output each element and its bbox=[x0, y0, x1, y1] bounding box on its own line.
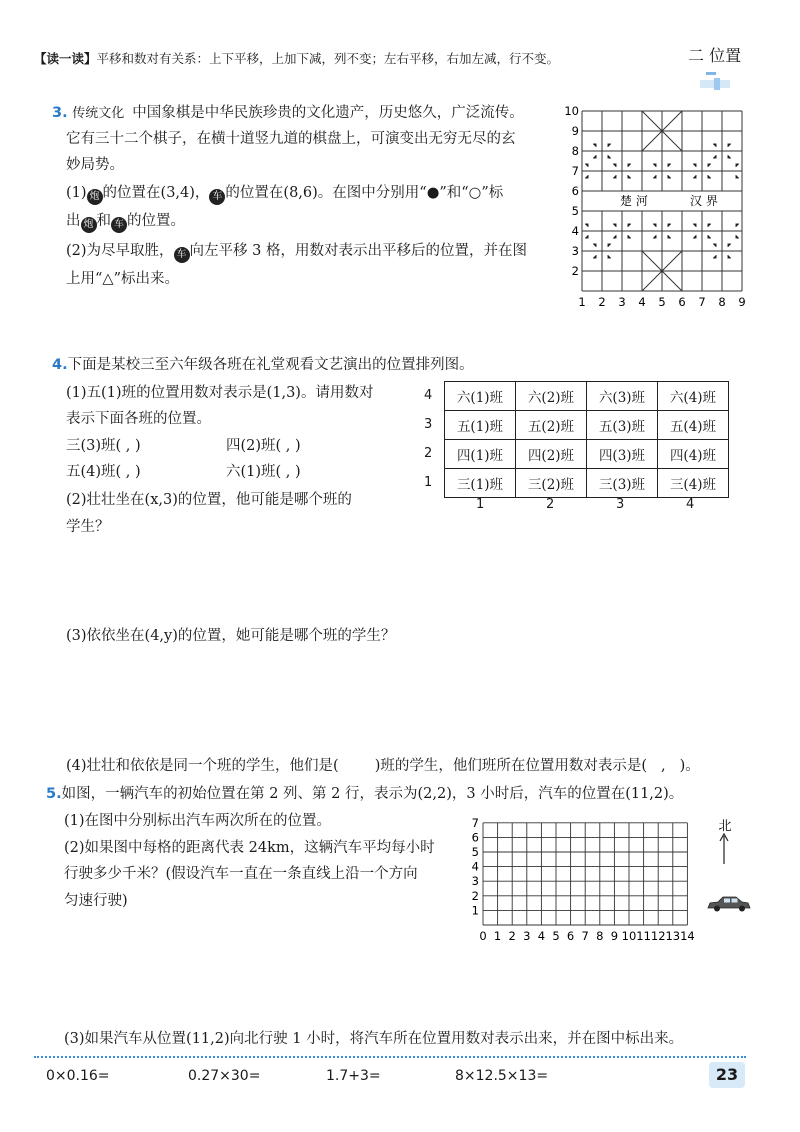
q3-number: 3. bbox=[52, 105, 68, 121]
x-tick: 10 bbox=[621, 929, 637, 943]
col-label: 4 bbox=[686, 497, 695, 512]
q3-intro-line-1 bbox=[52, 103, 524, 124]
x-tick: 6 bbox=[566, 929, 575, 943]
table-cell: 六(3)班 bbox=[587, 382, 658, 411]
q4-part2-line-2: 学生？ bbox=[66, 519, 110, 535]
x-tick: 4 bbox=[537, 929, 546, 943]
y-tick: 10 bbox=[564, 104, 579, 118]
table-cell: 三(3)班 bbox=[587, 469, 658, 498]
q4-number: 4. bbox=[52, 357, 68, 373]
grid-y-axis bbox=[472, 816, 479, 918]
y-tick: 7 bbox=[571, 164, 579, 178]
y-tick: 3 bbox=[471, 874, 479, 889]
x-tick: 6 bbox=[678, 295, 686, 309]
y-tick: 5 bbox=[471, 845, 479, 859]
page-number: 23 bbox=[709, 1062, 745, 1088]
x-tick: 7 bbox=[581, 929, 589, 943]
section-title: 二 位置 bbox=[688, 46, 742, 65]
x-tick: 8 bbox=[718, 295, 726, 309]
table-cell: 五(1)班 bbox=[445, 411, 516, 440]
table-cell: 五(4)班 bbox=[658, 411, 729, 440]
reading-tip-label: 【读一读】 bbox=[34, 51, 97, 66]
x-tick: 11 bbox=[636, 929, 651, 943]
q3-part1-text-d: 出 bbox=[66, 213, 81, 229]
x-tick: 5 bbox=[658, 295, 666, 309]
north-arrow-icon bbox=[720, 834, 728, 864]
q4-part1-line-1: (1)五(1)班的位置用数对表示是(1,3)。请用数对 bbox=[66, 385, 374, 401]
table-cell: 六(1)班 bbox=[445, 382, 516, 411]
q3-intro-3: 妙局势。 bbox=[66, 157, 124, 173]
q3-part2-line-2: 上用“△”标出来。 bbox=[66, 271, 179, 287]
north-label: 北 bbox=[718, 819, 732, 834]
q3-intro-1: 中国象棋是中华民族珍贵的文化遗产，历史悠久，广泛流传。 bbox=[132, 105, 524, 121]
col-label: 3 bbox=[616, 497, 625, 512]
table-cell: 四(1)班 bbox=[445, 440, 516, 469]
col-label: 1 bbox=[476, 497, 485, 512]
car-icon bbox=[708, 897, 750, 912]
q5-part1: (1)在图中分别标出汽车两次所在的位置。 bbox=[64, 813, 332, 829]
q3-part1-text-e: 和 bbox=[96, 213, 111, 229]
pao-piece-icon: 炮 bbox=[87, 189, 103, 205]
table-cell: 三(2)班 bbox=[516, 469, 587, 498]
board-y-axis bbox=[564, 104, 579, 278]
che-piece-icon: 车 bbox=[174, 247, 190, 263]
q4-part4-text-d: )。 bbox=[679, 758, 700, 774]
table-cell: 四(4)班 bbox=[658, 440, 729, 469]
q5-number: 5. bbox=[46, 786, 62, 802]
q4-part1-line-2: 表示下面各班的位置。 bbox=[66, 411, 211, 427]
arith-4: 8×12.5×13= bbox=[455, 1068, 549, 1084]
arith-2: 0.27×30= bbox=[188, 1068, 261, 1084]
q4-part4-text-b: )班的学生，他们班所在位置用数对表示是( bbox=[374, 758, 648, 774]
q4-title-line bbox=[52, 355, 474, 375]
reading-tip bbox=[34, 49, 559, 69]
row-label: 2 bbox=[424, 446, 433, 461]
q4-blank-4[interactable]: 六(1)班( , ) bbox=[226, 464, 301, 480]
y-tick: 5 bbox=[571, 204, 579, 218]
table-cell: 六(4)班 bbox=[658, 382, 729, 411]
row-label: 4 bbox=[424, 388, 433, 403]
y-tick: 9 bbox=[571, 124, 579, 138]
x-tick: 14 bbox=[680, 929, 695, 943]
q3-part2-line-1 bbox=[66, 241, 527, 263]
table-row bbox=[445, 440, 729, 469]
q5-part2-line-2: 行驶多少千米？(假设汽车一直在一条直线上沿一个方向 bbox=[64, 866, 418, 882]
che-piece-icon: 车 bbox=[111, 217, 127, 233]
y-tick: 7 bbox=[471, 815, 479, 830]
table-cell: 五(3)班 bbox=[587, 411, 658, 440]
table-row bbox=[445, 469, 729, 498]
arith-1: 0×0.16= bbox=[46, 1068, 110, 1084]
river-left-label: 楚 河 bbox=[620, 194, 648, 208]
x-tick: 13 bbox=[665, 929, 681, 943]
table-row bbox=[445, 411, 729, 440]
x-tick: 5 bbox=[552, 929, 560, 943]
table-row bbox=[445, 382, 729, 411]
river-right-label: 汉 界 bbox=[690, 194, 718, 208]
board-grid bbox=[582, 111, 742, 291]
row-label: 1 bbox=[424, 475, 433, 490]
grid-map[interactable] bbox=[466, 806, 766, 944]
q4-part4 bbox=[66, 756, 700, 776]
row-label: 3 bbox=[424, 417, 433, 432]
x-tick: 1 bbox=[493, 929, 502, 943]
q3-part2-text-b: 向左平移 3 格，用数对表示出平移后的位置，并在图 bbox=[189, 243, 527, 259]
q3-part1-text-c: 的位置在(8,6)。在图中分别用“●”和“○”标 bbox=[225, 185, 504, 201]
x-tick: 7 bbox=[698, 295, 706, 309]
q3-part2-text-a: (2)为尽早取胜， bbox=[66, 243, 174, 259]
y-tick: 8 bbox=[571, 144, 579, 158]
y-tick: 4 bbox=[471, 859, 479, 874]
q4-blank-3[interactable]: 五(4)班( , ) bbox=[66, 464, 141, 480]
y-tick: 6 bbox=[471, 830, 479, 845]
q5-title: 如图，一辆汽车的初始位置在第 2 列、第 2 行，表示为(2,2)，3 小时后，汽车的位置在(11,2)。 bbox=[61, 786, 684, 802]
x-tick: 3 bbox=[523, 929, 531, 943]
q4-part4-text-a: (4)壮壮和依依是同一个班的学生，他们是( bbox=[66, 758, 339, 774]
header-decoration bbox=[700, 68, 740, 94]
che-piece-icon: 车 bbox=[209, 189, 225, 205]
pao-piece-icon: 炮 bbox=[81, 217, 97, 233]
x-tick: 1 bbox=[578, 295, 586, 309]
q4-blank-1[interactable]: 三(3)班( , ) bbox=[66, 438, 141, 454]
y-tick: 3 bbox=[571, 244, 579, 258]
q3-part1-line-2 bbox=[66, 211, 185, 233]
q4-part4-comma: , bbox=[661, 758, 666, 774]
table-cell: 六(2)班 bbox=[516, 382, 587, 411]
x-tick: 4 bbox=[638, 295, 646, 309]
y-tick: 1 bbox=[471, 903, 479, 918]
q3-part1-prefix: (1) bbox=[66, 185, 87, 201]
col-label: 2 bbox=[546, 497, 555, 512]
x-tick: 8 bbox=[596, 929, 604, 943]
y-tick: 2 bbox=[471, 888, 479, 903]
grid-lines bbox=[483, 823, 687, 925]
x-tick: 12 bbox=[650, 929, 666, 943]
q4-part3: (3)依依坐在(4,y)的位置，她可能是哪个班的学生？ bbox=[66, 628, 396, 644]
footer-divider bbox=[34, 1056, 746, 1058]
x-tick: 9 bbox=[738, 295, 746, 309]
q4-title: 下面是某校三至六年级各班在礼堂观看文艺演出的位置排列图。 bbox=[67, 357, 474, 373]
q5-part3: (3)如果汽车从位置(11,2)向北行驶 1 小时，将汽车所在位置用数对表示出来，并在图中标出来。 bbox=[64, 1031, 684, 1047]
x-tick: 3 bbox=[618, 295, 626, 309]
table-cell: 五(2)班 bbox=[516, 411, 587, 440]
x-tick: 0 bbox=[479, 929, 487, 943]
table-cell: 三(1)班 bbox=[445, 469, 516, 498]
y-tick: 2 bbox=[571, 264, 579, 278]
q5-part2-line-1: (2)如果图中每格的距离代表 24km，这辆汽车平均每小时 bbox=[64, 840, 435, 856]
q4-part2-line-1: (2)壮壮坐在(x,3)的位置，他可能是哪个班的 bbox=[66, 492, 352, 508]
q3-tag: 传统文化 bbox=[72, 106, 125, 121]
q3-part1-text-f: 的位置。 bbox=[127, 213, 185, 229]
q3-intro-2: 它有三十二个棋子，在横十道竖九道的棋盘上，可演变出无穷无尽的玄 bbox=[66, 131, 516, 147]
table-cell: 四(3)班 bbox=[587, 440, 658, 469]
table-cell: 四(2)班 bbox=[516, 440, 587, 469]
chess-board[interactable] bbox=[560, 96, 760, 311]
q3-part1-line-1 bbox=[66, 183, 503, 205]
x-tick: 9 bbox=[610, 929, 619, 943]
q5-part2-line-3: 匀速行驶) bbox=[64, 893, 128, 909]
q5-title-line bbox=[46, 784, 683, 804]
reading-tip-text: 平移和数对有关系：上下平移，上加下减，列不变；左右平移，右加左减，行不变。 bbox=[96, 51, 560, 66]
q4-blank-2[interactable]: 四(2)班( , ) bbox=[226, 438, 301, 454]
y-tick: 6 bbox=[571, 184, 579, 198]
q3-part1-text-b: 的位置在(3,4)， bbox=[102, 185, 210, 201]
grid-x-axis bbox=[479, 929, 694, 943]
board-x-axis bbox=[578, 295, 745, 309]
y-tick: 4 bbox=[571, 224, 579, 238]
arith-3: 1.7+3= bbox=[326, 1068, 381, 1084]
seating-table bbox=[444, 381, 729, 498]
table-cell: 三(4)班 bbox=[658, 469, 729, 498]
x-tick: 2 bbox=[508, 929, 516, 943]
x-tick: 2 bbox=[598, 295, 606, 309]
